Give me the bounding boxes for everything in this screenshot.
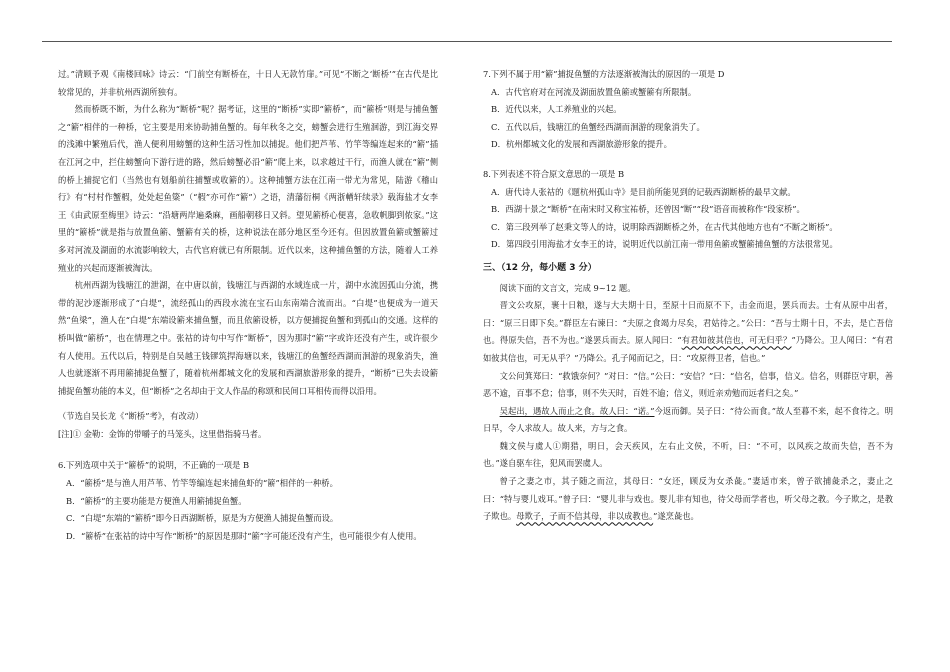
question-8-stem: 8.下列表述不符合原文意思的一项是 B (483, 168, 625, 179)
passage-source: （节选自吴长龙《“断桥”考》，有改动） (58, 411, 204, 422)
question-6-option-c: C．“白堤”东端的“簖桥”即今日西湖断桥，原是为方便渔人捕捉鱼蟹而设。 (66, 513, 339, 524)
question-6-option-b: B．“簖桥”的主要功能是方便渔人用簖捕捉鱼蟹。 (66, 495, 247, 506)
question-8-option-d: D．第四段引用海盐才女李王的诗，说明近代以前江南一带用鱼簖或蟹簖捕鱼蟹的方法很常见。 (491, 239, 838, 250)
classical-paragraph-1 (483, 297, 893, 367)
question-7-option-a: A．古代官府对在河流及湖面放置鱼簖或蟹簖有所限制。 (491, 86, 697, 97)
classical-p1-underlined: 有君如彼其信也，可无归乎？ (681, 335, 792, 346)
right-column (483, 66, 893, 526)
classical-paragraph-3 (483, 403, 893, 438)
classical-paragraph-5 (483, 473, 893, 526)
question-7-option-d: D．杭州都城文化的发展和西湖旅游形象的提升。 (491, 139, 672, 150)
question-7-option-b: B．近代以来，人工养殖业的兴起。 (491, 104, 622, 115)
classical-paragraph-2: 文公问箕郑曰：“救饿奈何？”对曰：“信。”公曰：“安信？”曰：“信名，信事，信义。信名，则群臣守职，善恶不逾，百事不怠；信事，则不失天时，百姓不逾；信义，则近亲劝勉而远者归之矣。” (483, 370, 893, 399)
passage-paragraph-1: 过。”清顾予观《南楼回咏》诗云：“门前空有断桥在，十日人无款竹扉。”可见“不断之‘断桥’”在古代是比较常见的，并非杭州西湖所独有。 (58, 69, 438, 97)
classical-p3-underlined: 吴起出，遇故人而止之食。故人曰：“诺。” (499, 405, 655, 416)
section-three-title: 三、（12 分，每小题 3 分） (483, 262, 597, 273)
classical-p1-text-b: ”乃降公。卫人闻曰：“有君如彼其信也，可无从乎？”乃降公。孔子闻而记之，曰：“攻原得卫者，信也。” (483, 335, 893, 363)
question-8-option-a: A．唐代诗人张祜的《题杭州孤山寺》是目前所能见到的记载西湖断桥的最早文献。 (491, 186, 796, 197)
classical-paragraph-4: 魏文侯与虞人①期猎，明日，会天疾风，左右止文侯，不听，曰：“不可，以风疾之故而失信，吾不为也。”遂自驱车往，犯风而罢虞人。 (483, 440, 893, 469)
question-6-option-a: A．“簖桥”是与渔人用芦苇、竹竿等编连起来捕鱼虾的“簖”相伴的一种桥。 (66, 478, 338, 489)
classical-p5-text-b: ”遂烹彘也。 (653, 511, 699, 522)
question-8-option-b: B．西湖十景之“断桥”在南宋时又称宝祐桥，还曾因“断”“段”语音而被称作“段家桥”。 (491, 204, 805, 215)
classical-p5-text-a: 曾子之妻之市，其子随之而泣，其母曰：“女还，顾反为女杀彘。”妻适市来，曾子欲捕彘杀之，妻止之曰：“特与婴儿戏耳。”曾子曰：“婴儿非与戏也。婴儿非有知也，待父母而学者也，听父母之教。今子欺之，是教子欺也。 (483, 476, 893, 522)
left-column (58, 66, 438, 545)
section-three-instruction: 阅读下面的文言文，完成 9~12 题。 (499, 282, 636, 293)
question-6-option-d: D．“簖桥”在张祜的诗中写作“断桥”的原因是那时“簖”字可能还没有产生，也可能很少有人使用。 (66, 530, 422, 541)
classical-p1-text-a: 晋文公攻原，裹十日粮，遂与大夫期十日，至原十日而原不下，击金而退，罢兵而去。士有从原中出者，曰：“原三日即下矣。”群臣左右谏曰：“夫原之食竭力尽矣，君姑待之。”公曰：“吾与士期十日，不去，是亡吾信也。得原失信，吾不为也。”遂罢兵而去。原人闻曰：“ (483, 300, 893, 346)
top-rule (42, 41, 892, 42)
question-7-stem: 7.下列不属于用“簖”捕捉鱼蟹的方法逐渐被淘汰的原因的一项是 D (483, 69, 725, 79)
passage-paragraph-3: 杭州西湖为钱塘江的泄湖，在中唐以前，钱塘江与西湖的水域连成一片，湖中水流因孤山分流，携带的泥沙逐渐形成了“白堤”，流经孤山的西段水流在宝石山东南端合流而出。“白堤”也便成为一道天然“鱼梁”，渔人在“白堤”东端设簖来捕鱼蟹，而且依簖设桥，以方便捕捉鱼蟹和到孤山的交通。这样的桥叫做“簖桥”，也在情理之中。张祜的诗句中写作“断桥”，因为那时“簖”字或许还没有产生，或许很少有人使用。五代以后，特别是自吴越王钱镠筑捍海塘以来，钱塘江的鱼蟹经西湖而洄游的现象消失，渔人也就逐渐不再用簖捕捉鱼蟹了，随着杭州都城文化的发展和西湖旅游形象的提升，“断桥”已失去设簖捕捉鱼蟹功能的本义，但“断桥”之名却由于文人作品的称颂和民间口耳相传而得以沿用。 (58, 280, 438, 396)
passage-paragraph-2: 然而桥既不断，为什么称为“断桥”呢？据考证，这里的“断桥”实即“簖桥”，而“簖桥”则是与捕鱼蟹之“簖”相伴的一种桥，它主要是用来协助捕鱼蟹的。每年秋冬之交，螃蟹会进行生殖洄游，到江海交界的浅滩中繁殖后代，渔人便利用螃蟹的这种生活习性加以捕捉。他们把芦苇、竹竿等编连起来的“簖”插在江河之中，拦住螃蟹向下游行进的路，然后螃蟹必沿“簖”爬上来，以求越过干行，而渔人就在“簖”侧的桥上捕捉它们（当然也有划船前往捕蟹或收簖的）。这种捕蟹方法在江南一带尤为常见，陆游《稽山行》有“村村作蟹椵，处处起鱼簗”（“椵”亦可作“簖”）之语，清藩衍桐《两浙輶轩续录》载海盐才女李王《由武原至梅里》诗云：“沿塘两岸遍桑麻，画船朝移日又斜。望见簖桥心便喜，急收帆脚到侬家。”这里的“簖桥”就是指与放置鱼簖、蟹簖有关的桥，这种说法在部分地区至今还有。但因放置鱼簖或蟹簖过多对河流及湖面的水流影响较大，古代官府就已有所限制。近代以来，这种捕鱼蟹的方法，随着人工养殖业的兴起而逐渐被淘汰。 (58, 104, 438, 273)
classical-p5-underlined: 母欺子，子而不信其母，非以成教也。 (516, 511, 654, 522)
question-8-option-c: C．第三段列举了赵秉文等人的诗，说明除西湖断桥之外，在古代其他地方也有“不断之断桥”。 (491, 221, 838, 232)
question-7-option-c: C．五代以后，钱塘江的鱼蟹经西湖而洄游的现象消失了。 (491, 121, 705, 132)
classical-p3-text: 今返而御。吴子曰：“待公而食。”故人至暮不来，起不食待之。明日早，令人求故人。故人来，方与之食。 (483, 405, 893, 434)
footnote: [注]① 金勒：金饰的带嚼子的马笼头，这里借指骑马者。 (58, 428, 267, 439)
question-6-stem: 6.下列选项中关于“簖桥”的说明，不正确的一项是 B (58, 460, 250, 471)
